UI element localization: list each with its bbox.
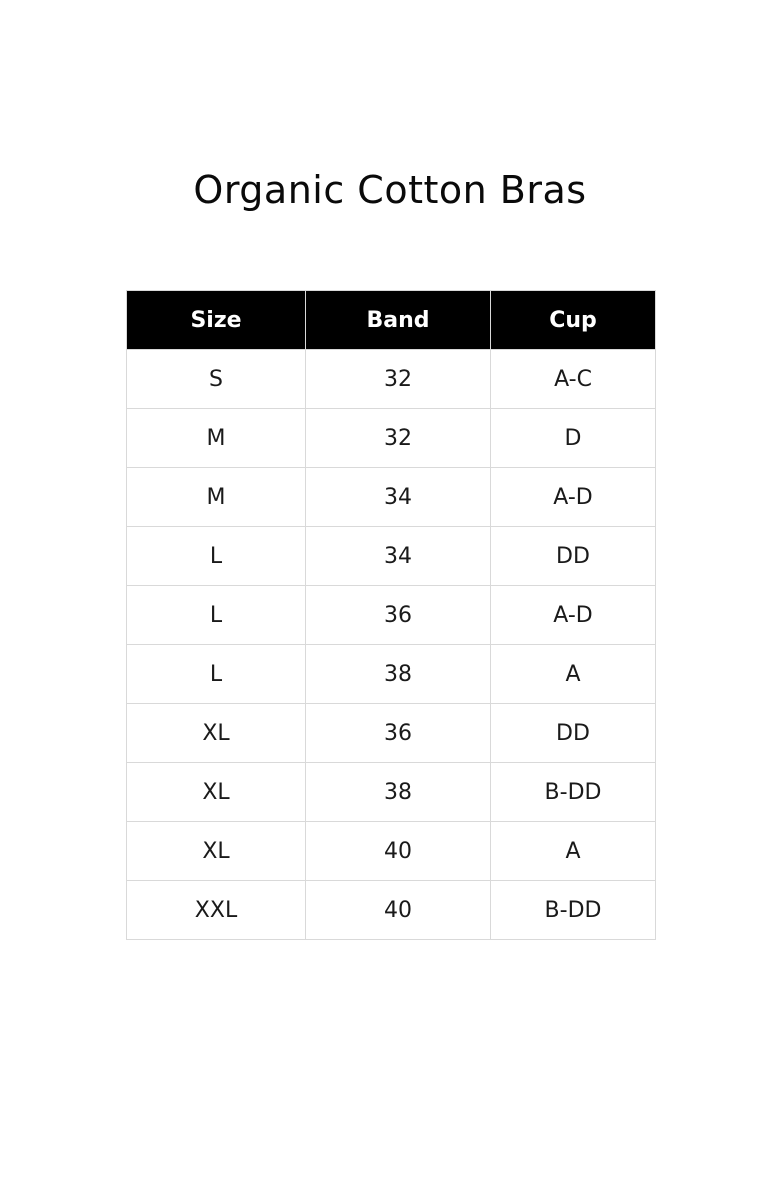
band-cell: 36 [306,704,491,763]
table-row [127,822,656,881]
cup-cell: DD [491,527,656,586]
band-cell: 38 [306,645,491,704]
size-cell: M [127,468,306,527]
column-header-size: Size [127,291,306,350]
band-cell: 34 [306,468,491,527]
table-row [127,468,656,527]
column-header-cup: Cup [491,291,656,350]
size-cell: L [127,645,306,704]
table-row [127,586,656,645]
band-cell: 34 [306,527,491,586]
band-cell: 40 [306,881,491,940]
band-cell: 36 [306,586,491,645]
table-row [127,704,656,763]
column-header-band: Band [306,291,491,350]
table-row [127,645,656,704]
size-cell: XXL [127,881,306,940]
table-row [127,527,656,586]
size-cell: L [127,586,306,645]
size-cell: XL [127,704,306,763]
cup-cell: DD [491,704,656,763]
size-cell: XL [127,763,306,822]
size-cell: XL [127,822,306,881]
cup-cell: A [491,822,656,881]
page-title: Organic Cotton Bras [193,168,587,212]
band-cell: 38 [306,763,491,822]
table-row [127,409,656,468]
cup-cell: B-DD [491,881,656,940]
size-chart-table [126,290,656,940]
cup-cell: A [491,645,656,704]
table-header-row [127,291,656,350]
band-cell: 32 [306,350,491,409]
cup-cell: A-C [491,350,656,409]
cup-cell: D [491,409,656,468]
size-cell: M [127,409,306,468]
band-cell: 40 [306,822,491,881]
cup-cell: A-D [491,586,656,645]
table-row [127,881,656,940]
size-cell: L [127,527,306,586]
table-row [127,350,656,409]
cup-cell: B-DD [491,763,656,822]
table-row [127,763,656,822]
size-cell: S [127,350,306,409]
cup-cell: A-D [491,468,656,527]
band-cell: 32 [306,409,491,468]
